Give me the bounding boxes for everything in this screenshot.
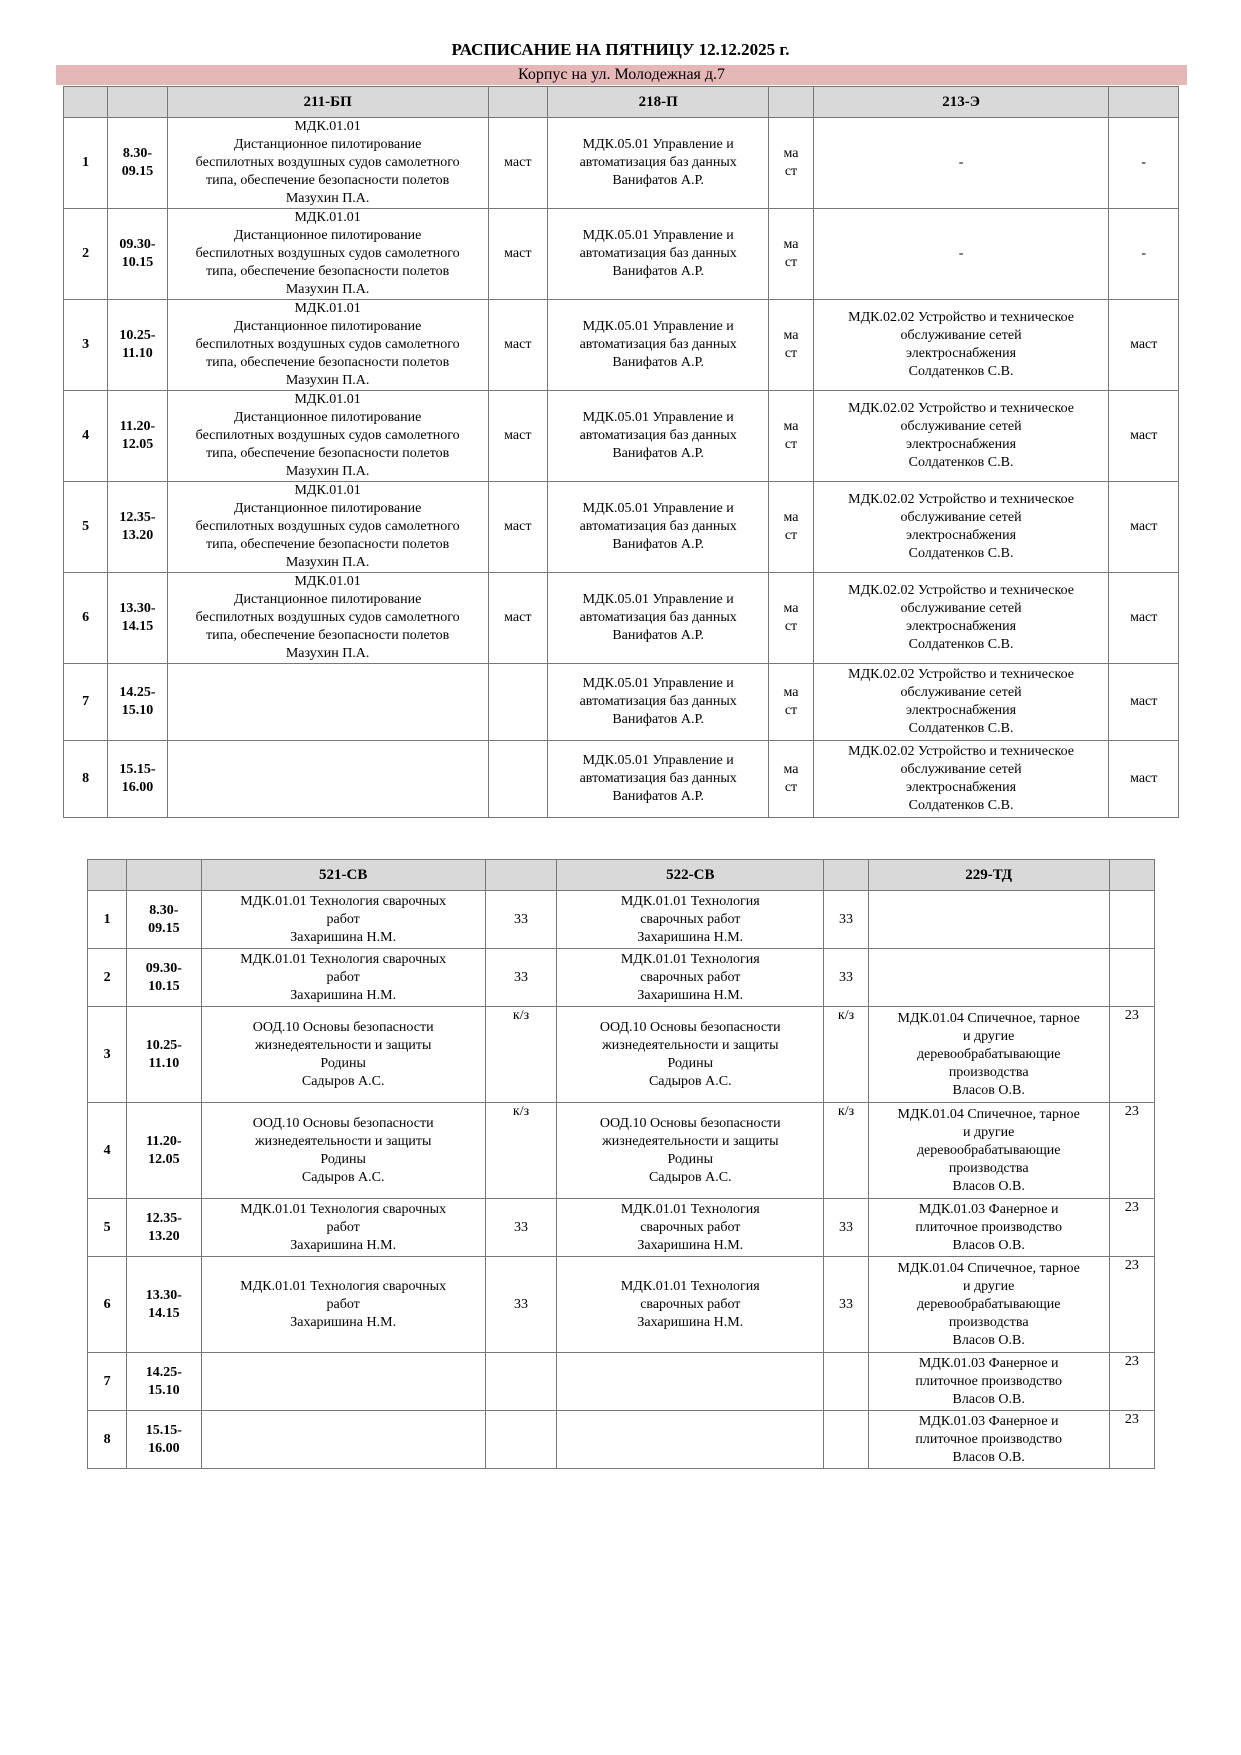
room-cell xyxy=(1109,949,1154,1007)
room-cell: к/з xyxy=(485,1007,556,1103)
lesson-cell: ООД.10 Основы безопасности жизнедеятельности и защиты Родины Садыров А.С. xyxy=(201,1103,485,1199)
room-cell xyxy=(485,1411,556,1469)
table-row xyxy=(64,573,1179,664)
room-cell: 33 xyxy=(485,1257,556,1353)
table-row xyxy=(64,300,1179,391)
lesson-number: 3 xyxy=(64,300,108,391)
room-cell: ма ст xyxy=(769,573,813,664)
room-cell: маст xyxy=(1109,664,1179,741)
room-cell: ма ст xyxy=(769,209,813,300)
lesson-number: 7 xyxy=(88,1353,127,1411)
number-column-header xyxy=(88,860,127,891)
room-cell: маст xyxy=(1109,482,1179,573)
building-banner: Корпус на ул. Молодежная д.7 xyxy=(56,65,1187,85)
lesson-number: 4 xyxy=(64,391,108,482)
group-header: 213-Э xyxy=(813,87,1109,118)
lesson-time: 13.30- 14.15 xyxy=(108,573,167,664)
lesson-number: 6 xyxy=(64,573,108,664)
room-cell: ма ст xyxy=(769,391,813,482)
lesson-time: 13.30- 14.15 xyxy=(127,1257,201,1353)
room-cell: 33 xyxy=(485,891,556,949)
lesson-cell: МДК.05.01 Управление и автоматизация баз данных Ванифатов А.Р. xyxy=(547,741,768,818)
room-cell: маст xyxy=(488,300,547,391)
room-cell: 23 xyxy=(1109,1257,1154,1353)
room-cell xyxy=(1109,891,1154,949)
lesson-cell xyxy=(868,949,1109,1007)
lesson-cell: МДК.01.01 Дистанционное пилотирование беспилотных воздушных судов самолетного типа, обеспечение безопасности полетов Мазухин П.А. xyxy=(167,573,488,664)
lesson-number: 8 xyxy=(88,1411,127,1469)
room-cell: маст xyxy=(488,118,547,209)
lesson-cell: МДК.01.01 Дистанционное пилотирование беспилотных воздушных судов самолетного типа, обеспечение безопасности полетов Мазухин П.А. xyxy=(167,300,488,391)
page-title: РАСПИСАНИЕ НА ПЯТНИЦУ 12.12.2025 г. xyxy=(451,40,790,59)
lesson-cell: МДК.05.01 Управление и автоматизация баз данных Ванифатов А.Р. xyxy=(547,664,768,741)
lesson-cell: МДК.01.01 Дистанционное пилотирование беспилотных воздушных судов самолетного типа, обеспечение безопасности полетов Мазухин П.А. xyxy=(167,209,488,300)
room-cell: 23 xyxy=(1109,1103,1154,1199)
room-cell: 33 xyxy=(485,949,556,1007)
lesson-cell: МДК.01.01 Технология сварочных работ Захаришина Н.М. xyxy=(201,1199,485,1257)
table-row xyxy=(88,1353,1155,1411)
lesson-cell xyxy=(557,1411,824,1469)
lesson-cell: МДК.01.04 Спичечное, тарное и другие деревообрабатывающие производства Власов О.В. xyxy=(868,1257,1109,1353)
lesson-cell xyxy=(167,741,488,818)
lesson-number: 1 xyxy=(88,891,127,949)
lesson-time: 09.30- 10.15 xyxy=(127,949,201,1007)
table-row xyxy=(88,1257,1155,1353)
schedule-table-2 xyxy=(87,859,1155,1469)
table-row xyxy=(64,391,1179,482)
lesson-time: 8.30- 09.15 xyxy=(127,891,201,949)
lesson-cell: МДК.01.01 Технология сварочных работ Захаришина Н.М. xyxy=(201,891,485,949)
lesson-number: 5 xyxy=(64,482,108,573)
lesson-cell: МДК.01.01 Технология сварочных работ Захаришина Н.М. xyxy=(557,1257,824,1353)
room-cell xyxy=(824,1411,868,1469)
room-cell: к/з xyxy=(824,1007,868,1103)
room-cell: 23 xyxy=(1109,1007,1154,1103)
group-header: 521-СВ xyxy=(201,860,485,891)
room-cell: - xyxy=(1109,209,1179,300)
table-row xyxy=(88,1103,1155,1199)
lesson-number: 2 xyxy=(88,949,127,1007)
room-cell: маст xyxy=(1109,741,1179,818)
room-cell: ма ст xyxy=(769,741,813,818)
time-column-header xyxy=(127,860,201,891)
lesson-time: 11.20- 12.05 xyxy=(127,1103,201,1199)
time-column-header xyxy=(108,87,167,118)
table-row xyxy=(64,118,1179,209)
room-cell: 23 xyxy=(1109,1411,1154,1469)
table-row xyxy=(88,1199,1155,1257)
room-column-header xyxy=(488,87,547,118)
table-row xyxy=(88,1411,1155,1469)
lesson-cell: МДК.01.04 Спичечное, тарное и другие деревообрабатывающие производства Власов О.В. xyxy=(868,1103,1109,1199)
room-cell xyxy=(488,664,547,741)
lesson-time: 09.30- 10.15 xyxy=(108,209,167,300)
lesson-cell: МДК.01.01 Технология сварочных работ Захаришина Н.М. xyxy=(201,1257,485,1353)
lesson-cell: МДК.05.01 Управление и автоматизация баз данных Ванифатов А.Р. xyxy=(547,573,768,664)
lesson-cell: МДК.01.01 Дистанционное пилотирование беспилотных воздушных судов самолетного типа, обеспечение безопасности полетов Мазухин П.А. xyxy=(167,118,488,209)
room-cell: маст xyxy=(488,209,547,300)
room-cell: маст xyxy=(1109,573,1179,664)
room-cell: 23 xyxy=(1109,1199,1154,1257)
lesson-cell xyxy=(201,1353,485,1411)
lesson-cell: МДК.05.01 Управление и автоматизация баз данных Ванифатов А.Р. xyxy=(547,482,768,573)
lesson-time: 14.25- 15.10 xyxy=(108,664,167,741)
table-row xyxy=(88,949,1155,1007)
room-column-header xyxy=(769,87,813,118)
room-cell: маст xyxy=(488,573,547,664)
lesson-cell: МДК.02.02 Устройство и техническое обслуживание сетей электроснабжения Солдатенков С.В. xyxy=(813,482,1109,573)
schedule-table-1 xyxy=(63,86,1179,818)
lesson-cell: МДК.05.01 Управление и автоматизация баз данных Ванифатов А.Р. xyxy=(547,391,768,482)
lesson-number: 1 xyxy=(64,118,108,209)
room-cell: 33 xyxy=(485,1199,556,1257)
lesson-cell: МДК.02.02 Устройство и техническое обслуживание сетей электроснабжения Солдатенков С.В. xyxy=(813,300,1109,391)
lesson-time: 14.25- 15.10 xyxy=(127,1353,201,1411)
lesson-cell: МДК.05.01 Управление и автоматизация баз данных Ванифатов А.Р. xyxy=(547,209,768,300)
lesson-time: 12.35- 13.20 xyxy=(127,1199,201,1257)
table-row xyxy=(64,209,1179,300)
lesson-number: 2 xyxy=(64,209,108,300)
lesson-cell: МДК.01.01 Технология сварочных работ Захаришина Н.М. xyxy=(557,949,824,1007)
table-row xyxy=(88,891,1155,949)
room-cell xyxy=(488,741,547,818)
lesson-time: 12.35- 13.20 xyxy=(108,482,167,573)
lesson-number: 8 xyxy=(64,741,108,818)
lesson-cell: - xyxy=(813,209,1109,300)
lesson-time: 8.30- 09.15 xyxy=(108,118,167,209)
lesson-cell: МДК.02.02 Устройство и техническое обслуживание сетей электроснабжения Солдатенков С.В. xyxy=(813,741,1109,818)
lesson-cell: МДК.05.01 Управление и автоматизация баз данных Ванифатов А.Р. xyxy=(547,300,768,391)
lesson-cell: МДК.01.04 Спичечное, тарное и другие деревообрабатывающие производства Власов О.В. xyxy=(868,1007,1109,1103)
lesson-number: 6 xyxy=(88,1257,127,1353)
room-column-header xyxy=(824,860,868,891)
lesson-cell: МДК.02.02 Устройство и техническое обслуживание сетей электроснабжения Солдатенков С.В. xyxy=(813,573,1109,664)
room-cell: ма ст xyxy=(769,664,813,741)
lesson-cell: МДК.01.01 Дистанционное пилотирование беспилотных воздушных судов самолетного типа, обеспечение безопасности полетов Мазухин П.А. xyxy=(167,482,488,573)
lesson-cell: ООД.10 Основы безопасности жизнедеятельности и защиты Родины Садыров А.С. xyxy=(557,1007,824,1103)
lesson-cell: МДК.01.03 Фанерное и плиточное производство Власов О.В. xyxy=(868,1411,1109,1469)
lesson-cell: МДК.01.03 Фанерное и плиточное производство Власов О.В. xyxy=(868,1199,1109,1257)
group-header: 211-БП xyxy=(167,87,488,118)
lesson-time: 10.25- 11.10 xyxy=(108,300,167,391)
room-cell: - xyxy=(1109,118,1179,209)
number-column-header xyxy=(64,87,108,118)
room-cell: ма ст xyxy=(769,118,813,209)
lesson-cell xyxy=(201,1411,485,1469)
table-row xyxy=(64,664,1179,741)
room-cell: к/з xyxy=(824,1103,868,1199)
lesson-time: 11.20- 12.05 xyxy=(108,391,167,482)
group-header: 218-П xyxy=(547,87,768,118)
room-cell: маст xyxy=(1109,300,1179,391)
lesson-cell: МДК.01.03 Фанерное и плиточное производство Власов О.В. xyxy=(868,1353,1109,1411)
room-cell: ма ст xyxy=(769,300,813,391)
lesson-cell: МДК.01.01 Технология сварочных работ Захаришина Н.М. xyxy=(201,949,485,1007)
group-header: 522-СВ xyxy=(557,860,824,891)
room-cell: маст xyxy=(488,391,547,482)
room-cell xyxy=(485,1353,556,1411)
table-row xyxy=(64,482,1179,573)
room-cell: 33 xyxy=(824,1257,868,1353)
header-row xyxy=(64,87,1179,118)
lesson-cell xyxy=(557,1353,824,1411)
lesson-cell: МДК.01.01 Дистанционное пилотирование беспилотных воздушных судов самолетного типа, обеспечение безопасности полетов Мазухин П.А. xyxy=(167,391,488,482)
lesson-number: 5 xyxy=(88,1199,127,1257)
room-column-header xyxy=(1109,860,1154,891)
lesson-cell: МДК.01.01 Технология сварочных работ Захаришина Н.М. xyxy=(557,1199,824,1257)
room-column-header xyxy=(485,860,556,891)
room-column-header xyxy=(1109,87,1179,118)
table-row xyxy=(88,1007,1155,1103)
room-cell: 33 xyxy=(824,949,868,1007)
lesson-cell: ООД.10 Основы безопасности жизнедеятельности и защиты Родины Садыров А.С. xyxy=(201,1007,485,1103)
lesson-cell: МДК.02.02 Устройство и техническое обслуживание сетей электроснабжения Солдатенков С.В. xyxy=(813,391,1109,482)
lesson-cell xyxy=(167,664,488,741)
room-cell xyxy=(824,1353,868,1411)
lesson-cell: МДК.02.02 Устройство и техническое обслуживание сетей электроснабжения Солдатенков С.В. xyxy=(813,664,1109,741)
table-row xyxy=(64,741,1179,818)
room-cell: 33 xyxy=(824,1199,868,1257)
lesson-cell xyxy=(868,891,1109,949)
lesson-cell: МДК.01.01 Технология сварочных работ Захаришина Н.М. xyxy=(557,891,824,949)
room-cell: к/з xyxy=(485,1103,556,1199)
room-cell: 33 xyxy=(824,891,868,949)
group-header: 229-ТД xyxy=(868,860,1109,891)
lesson-cell: ООД.10 Основы безопасности жизнедеятельности и защиты Родины Садыров А.С. xyxy=(557,1103,824,1199)
room-cell: маст xyxy=(488,482,547,573)
lesson-time: 15.15- 16.00 xyxy=(127,1411,201,1469)
room-cell: маст xyxy=(1109,391,1179,482)
lesson-cell: - xyxy=(813,118,1109,209)
header-row xyxy=(88,860,1155,891)
room-cell: 23 xyxy=(1109,1353,1154,1411)
lesson-number: 7 xyxy=(64,664,108,741)
lesson-time: 10.25- 11.10 xyxy=(127,1007,201,1103)
room-cell: ма ст xyxy=(769,482,813,573)
lesson-number: 4 xyxy=(88,1103,127,1199)
lesson-number: 3 xyxy=(88,1007,127,1103)
lesson-time: 15.15- 16.00 xyxy=(108,741,167,818)
lesson-cell: МДК.05.01 Управление и автоматизация баз данных Ванифатов А.Р. xyxy=(547,118,768,209)
